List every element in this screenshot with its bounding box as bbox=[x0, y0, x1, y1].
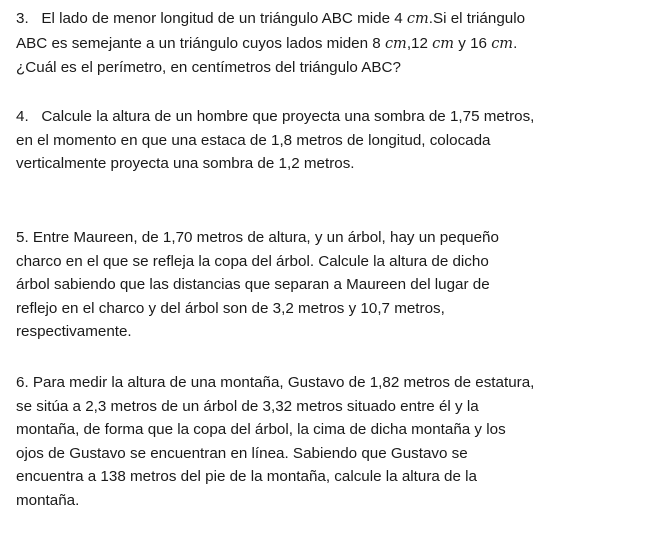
problem-4-line-3: verticalmente proyecta una sombra de 1,2 metros. bbox=[16, 155, 355, 172]
unit-cm: cm bbox=[384, 35, 407, 52]
problem-6-line-3: montaña, de forma que la copa del árbol, la cima de dicha montaña y los bbox=[16, 421, 506, 438]
problem-4-text: Calcule la altura de un hombre que proyecta una sombra de 1,75 metros, bbox=[41, 108, 535, 125]
problem-5-line-1: 5. Entre Maureen, de 1,70 metros de altura, y un árbol, hay un pequeño bbox=[16, 229, 499, 246]
problem-5-line-4: reflejo en el charco y del árbol son de 3,2 metros y 10,7 metros, bbox=[16, 299, 445, 317]
problem-6 bbox=[16, 371, 656, 512]
problem-5-line-5: respectivamente. bbox=[16, 323, 132, 340]
problem-5-line-2: charco en el que se refleja la copa del árbol. Calcule la altura de dicho bbox=[16, 252, 489, 270]
problem-3-text: . bbox=[513, 34, 518, 52]
unit-cm: cm bbox=[491, 35, 514, 52]
problem-3-text: El lado de menor longitud de un triángulo ABC mide 4 bbox=[41, 10, 407, 27]
unit-cm: cm bbox=[432, 35, 455, 52]
problem-4 bbox=[16, 105, 656, 176]
problem-3-line-2 bbox=[16, 32, 656, 57]
problem-3-number: 3. bbox=[16, 10, 29, 27]
problem-6-line-2: se sitúa a 2,3 metros de un árbol de 3,32 metros situado entre él y la bbox=[16, 397, 479, 415]
problem-4-line-1 bbox=[16, 105, 656, 129]
problem-6-line-1: 6. Para medir la altura de una montaña, Gustavo de 1,82 metros de estatura, bbox=[16, 374, 535, 391]
unit-cm: cm bbox=[406, 11, 429, 27]
problem-3-text: ABC es semejante a un triángulo cuyos lados miden 8 bbox=[16, 34, 385, 52]
problem-3-text: ,12 bbox=[406, 34, 433, 52]
problem-3-line-3: ¿Cuál es el perímetro, en centímetros del triángulo ABC? bbox=[16, 59, 401, 76]
problem-4-number: 4. bbox=[16, 108, 29, 125]
problem-3-text: .Si el triángulo bbox=[428, 10, 526, 27]
problem-6-line-5: encuentra a 138 metros del pie de la montaña, calcule la altura de la bbox=[16, 468, 477, 485]
problem-3-line-1 bbox=[16, 7, 656, 32]
problem-5-line-3: árbol sabiendo que las distancias que separan a Maureen del lugar de bbox=[16, 276, 490, 293]
problem-5 bbox=[16, 226, 656, 344]
problem-3-text: y 16 bbox=[454, 34, 492, 52]
problem-4-line-2: en el momento en que una estaca de 1,8 metros de longitud, colocada bbox=[16, 131, 491, 149]
problem-6-line-4: ojos de Gustavo se encuentran en línea. Sabiendo que Gustavo se bbox=[16, 444, 468, 462]
problem-3 bbox=[16, 7, 656, 80]
problem-6-line-6: montaña. bbox=[16, 491, 80, 509]
